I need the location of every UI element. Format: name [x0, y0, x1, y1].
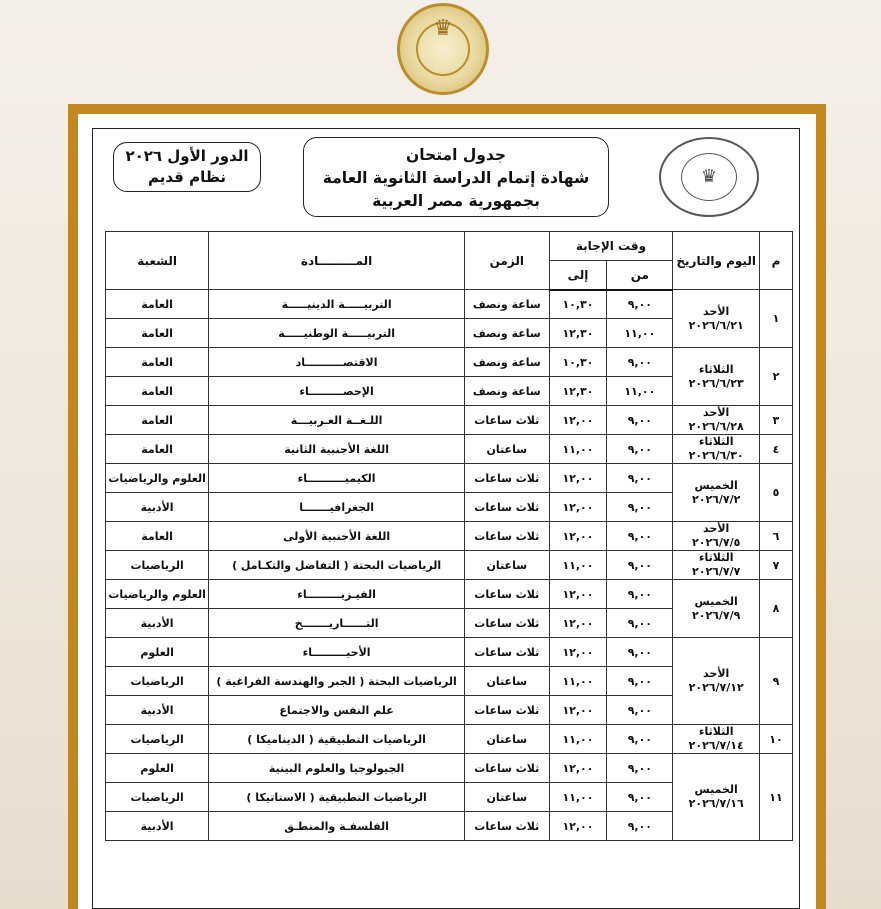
header-num: م [760, 232, 793, 290]
branch: العامة [106, 435, 209, 464]
round-line: الدور الأول ٢٠٢٦ [125, 147, 249, 165]
subject: علم النفس والاجتماع [209, 696, 465, 725]
exam-date: ٢٠٢٦/٧/١٢ [688, 681, 744, 694]
row-number: ٣ [760, 406, 793, 435]
table-row [106, 290, 793, 319]
day-name: الأحد [703, 667, 730, 680]
branch: الأدبية [106, 696, 209, 725]
time-from: ٩,٠٠ [607, 290, 673, 319]
time-to: ١٢,٠٠ [549, 638, 607, 667]
subject: الفلسفـة والمنطـق [209, 812, 465, 841]
row-number: ٧ [760, 551, 793, 580]
title-line: بجمهورية مصر العربية [372, 192, 540, 210]
branch: الرياضيات [106, 551, 209, 580]
row-number: ٦ [760, 522, 793, 551]
ministry-seal [397, 3, 489, 95]
table-row [106, 638, 793, 667]
time-from: ٩,٠٠ [607, 638, 673, 667]
subject: الفيـزيـــــــــاء [209, 580, 465, 609]
day-name: الأحد [703, 304, 730, 318]
branch: العامة [106, 377, 209, 406]
table-row [106, 754, 793, 783]
time-from: ٩,٠٠ [607, 725, 673, 754]
time-from: ٩,٠٠ [607, 580, 673, 609]
time-from: ٩,٠٠ [607, 609, 673, 638]
duration: ثلاث ساعات [465, 812, 550, 841]
exam-date: ٢٠٢٦/٧/٢ [692, 492, 741, 506]
subject: الإحصـــــــــاء [209, 377, 465, 406]
time-to: ١٢,٠٠ [549, 406, 607, 435]
duration: ثلاث ساعات [465, 464, 550, 493]
header-branch: الشعبة [106, 232, 209, 290]
header-day-date: اليوم والتاريخ [673, 232, 760, 290]
time-to: ١٠,٣٠ [549, 348, 607, 377]
title-box [303, 137, 609, 217]
duration: ساعة ونصف [465, 290, 550, 319]
title-line: جدول امتحان [405, 146, 507, 164]
table-row [106, 406, 793, 435]
duration: ثلاث ساعات [465, 609, 550, 638]
time-to: ١١,٠٠ [549, 551, 607, 580]
exam-date: ٢٠٢٦/٧/٥ [692, 536, 741, 549]
round-line: نظام قديم [148, 168, 226, 186]
table-row [106, 522, 793, 551]
branch: الرياضيات [106, 783, 209, 812]
day-name: الخميس [694, 594, 738, 608]
time-from: ٩,٠٠ [607, 696, 673, 725]
time-from: ٩,٠٠ [607, 348, 673, 377]
time-from: ٩,٠٠ [607, 493, 673, 522]
time-to: ١٠,٣٠ [549, 290, 607, 319]
eagle-icon: ♛ [433, 16, 453, 41]
time-to: ١٢,٠٠ [549, 580, 607, 609]
subject: التربيـــــة الدينيـــــة [209, 290, 465, 319]
row-number: ٢ [760, 348, 793, 406]
day-name: الخميس [694, 478, 738, 492]
header-duration: الزمن [465, 232, 550, 290]
schedule-paper [78, 114, 816, 909]
day-date-cell [673, 464, 760, 522]
time-to: ١٢,٣٠ [549, 377, 607, 406]
exam-date: ٢٠٢٦/٦/٢٣ [688, 376, 744, 390]
time-to: ١٢,٠٠ [549, 696, 607, 725]
exam-table-body [106, 290, 793, 841]
round-box [113, 142, 261, 192]
duration: ساعة ونصف [465, 377, 550, 406]
branch: الأدبية [106, 812, 209, 841]
branch: العامة [106, 522, 209, 551]
day-name: الأحد [703, 522, 730, 535]
table-row [106, 435, 793, 464]
subject: اللـغــة العـربيـــة [209, 406, 465, 435]
row-number: ٥ [760, 464, 793, 522]
day-date-cell [673, 348, 760, 406]
day-name: الثلاثاء [698, 725, 734, 738]
day-name: الأحد [703, 406, 730, 419]
gold-frame [68, 104, 826, 909]
subject: الكيميــــــــــاء [209, 464, 465, 493]
duration: ثلاث ساعات [465, 493, 550, 522]
duration: ساعة ونصف [465, 348, 550, 377]
day-date-cell [673, 406, 760, 435]
branch: العلوم [106, 754, 209, 783]
time-from: ٩,٠٠ [607, 406, 673, 435]
eagle-icon: ♛ [681, 153, 737, 201]
duration: ساعتان [465, 435, 550, 464]
subject: الاقتصــــــــــاد [209, 348, 465, 377]
time-from: ٩,٠٠ [607, 812, 673, 841]
day-name: الثلاثاء [698, 362, 734, 376]
exam-date: ٢٠٢٦/٧/١٤ [688, 739, 744, 752]
time-from: ١١,٠٠ [607, 319, 673, 348]
duration: ثلاث ساعات [465, 696, 550, 725]
day-date-cell [673, 638, 760, 725]
subject: الجيولوجيا والعلوم البينية [209, 754, 465, 783]
day-date-cell [673, 435, 760, 464]
subject: الرياضيات البحتة ( التفاضل والتكـامل ) [209, 551, 465, 580]
branch: العلوم [106, 638, 209, 667]
duration: ساعة ونصف [465, 319, 550, 348]
branch: الرياضيات [106, 667, 209, 696]
row-number: ٩ [760, 638, 793, 725]
title-line: شهادة إتمام الدراسة الثانوية العامة [322, 169, 590, 187]
time-to: ١٢,٠٠ [549, 812, 607, 841]
exam-date: ٢٠٢٦/٦/٣٠ [688, 449, 744, 462]
subject: الرياضيات التطبيقية ( الديناميكا ) [209, 725, 465, 754]
branch: العامة [106, 406, 209, 435]
branch: العلوم والرياضيات [106, 464, 209, 493]
header-from: من [607, 261, 673, 290]
time-to: ١٢,٠٠ [549, 609, 607, 638]
time-from: ٩,٠٠ [607, 667, 673, 696]
table-row [106, 580, 793, 609]
exam-date: ٢٠٢٦/٧/١٦ [688, 797, 744, 810]
time-from: ٩,٠٠ [607, 783, 673, 812]
day-date-cell [673, 580, 760, 638]
ministry-logo [659, 137, 759, 217]
duration: ساعتان [465, 667, 550, 696]
time-to: ١٢,٠٠ [549, 464, 607, 493]
time-from: ٩,٠٠ [607, 435, 673, 464]
day-date-cell [673, 725, 760, 754]
subject: اللغة الأجنبية الثانية [209, 435, 465, 464]
subject: الرياضيات البحتة ( الجبر والهندسة الفراغية ) [209, 667, 465, 696]
exam-date: ٢٠٢٦/٦/٢٨ [688, 420, 744, 433]
duration: ثلاث ساعات [465, 638, 550, 667]
subject: الجغرافيـــــــا [209, 493, 465, 522]
time-to: ١٢,٠٠ [549, 493, 607, 522]
row-number: ١٠ [760, 725, 793, 754]
time-to: ١٢,٠٠ [549, 522, 607, 551]
day-date-cell [673, 551, 760, 580]
duration: ساعتان [465, 783, 550, 812]
time-to: ١١,٠٠ [549, 725, 607, 754]
time-to: ١١,٠٠ [549, 435, 607, 464]
time-from: ١١,٠٠ [607, 377, 673, 406]
branch: الأدبية [106, 493, 209, 522]
duration: ساعتان [465, 725, 550, 754]
row-number: ٨ [760, 580, 793, 638]
day-name: الثلاثاء [698, 551, 734, 564]
duration: ثلاث ساعات [465, 406, 550, 435]
exam-date: ٢٠٢٦/٧/٧ [692, 565, 741, 578]
table-row [106, 464, 793, 493]
duration: ثلاث ساعات [465, 754, 550, 783]
branch: العلوم والرياضيات [106, 580, 209, 609]
branch: العامة [106, 290, 209, 319]
day-date-cell [673, 522, 760, 551]
duration: ساعتان [465, 551, 550, 580]
row-number: ١١ [760, 754, 793, 841]
subject: الأحيـــــــــاء [209, 638, 465, 667]
header-subject: المـــــــــادة [209, 232, 465, 290]
exam-table [105, 231, 793, 841]
header-to: إلى [549, 261, 607, 290]
table-row [106, 725, 793, 754]
branch: العامة [106, 348, 209, 377]
subject: اللغة الأجنبية الأولى [209, 522, 465, 551]
time-to: ١١,٠٠ [549, 667, 607, 696]
schedule-sheet [92, 128, 800, 909]
time-to: ١٢,٠٠ [549, 754, 607, 783]
subject: التــــــاريـــــــخ [209, 609, 465, 638]
day-name: الثلاثاء [698, 435, 734, 448]
table-row [106, 348, 793, 377]
subject: التربيـــــة الوطنيـــــة [209, 319, 465, 348]
time-to: ١٢,٣٠ [549, 319, 607, 348]
subject: الرياضيات التطبيقية ( الاستاتيكا ) [209, 783, 465, 812]
time-from: ٩,٠٠ [607, 551, 673, 580]
table-row [106, 551, 793, 580]
time-from: ٩,٠٠ [607, 464, 673, 493]
exam-date: ٢٠٢٦/٦/٢١ [688, 318, 744, 332]
branch: العامة [106, 319, 209, 348]
duration: ثلاث ساعات [465, 522, 550, 551]
duration: ثلاث ساعات [465, 580, 550, 609]
branch: الأدبية [106, 609, 209, 638]
row-number: ١ [760, 290, 793, 348]
time-from: ٩,٠٠ [607, 754, 673, 783]
header-answer-time: وقت الإجابة [549, 232, 673, 261]
time-to: ١١,٠٠ [549, 783, 607, 812]
branch: الرياضيات [106, 725, 209, 754]
day-date-cell [673, 290, 760, 348]
row-number: ٤ [760, 435, 793, 464]
day-name: الخميس [694, 783, 738, 796]
time-from: ٩,٠٠ [607, 522, 673, 551]
exam-date: ٢٠٢٦/٧/٩ [692, 608, 741, 622]
day-date-cell [673, 754, 760, 841]
